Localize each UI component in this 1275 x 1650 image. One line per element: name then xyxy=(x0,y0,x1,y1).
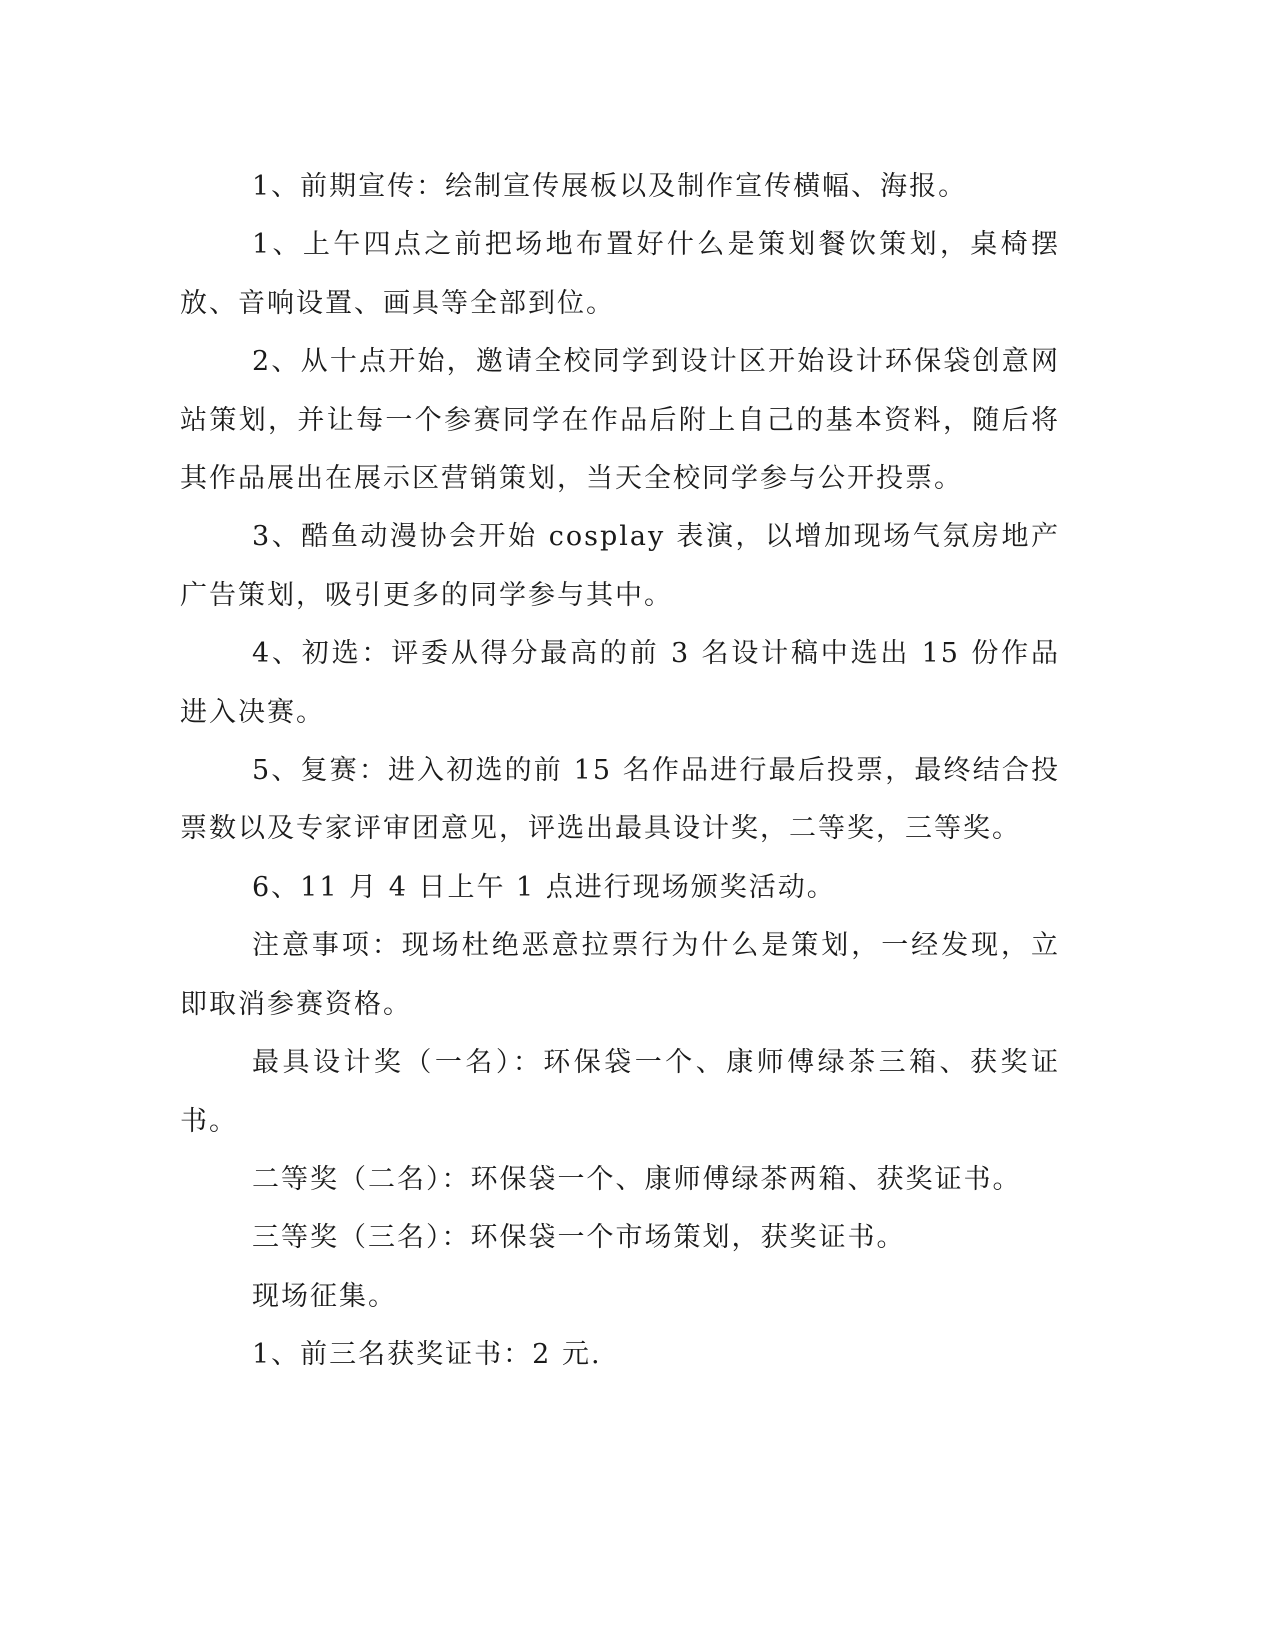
paragraph-design-session: 2、从十点开始，邀请全校同学到设计区开始设计环保袋创意网站策划，并让每一个参赛同学在作品后附上自己的基本资料，随后将其作品展出在展示区营销策划，当天全校同学参与公开投票。 xyxy=(180,346,1060,495)
paragraph-award-ceremony: 6、11 月 4 日上午 1 点进行现场颁奖活动。 xyxy=(252,871,836,903)
paragraph-second-prize: 二等奖（二名）：环保袋一个、康师傅绿茶两箱、获奖证书。 xyxy=(252,1163,1022,1195)
paragraph-notice: 注意事项：现场杜绝恶意拉票行为什么是策划，一经发现，立即取消参赛资格。 xyxy=(180,930,1060,1020)
paragraph-third-prize: 三等奖（三名）：环保袋一个市场策划，获奖证书。 xyxy=(252,1222,906,1254)
paragraph-best-design-prize: 最具设计奖（一名）：环保袋一个、康师傅绿茶三箱、获奖证书。 xyxy=(180,1047,1060,1137)
paragraph-onsite-collection: 现场征集。 xyxy=(252,1280,397,1312)
paragraph-final-round: 5、复赛：进入初选的前 15 名作品进行最后投票，最终结合投票数以及专家评审团意见，评选出最具设计奖，二等奖，三等奖。 xyxy=(180,755,1060,845)
paragraph-certificate-cost: 1、前三名获奖证书：2 元. xyxy=(252,1339,602,1371)
paragraph-preliminary: 4、初选：评委从得分最高的前 3 名设计稿中选出 15 份作品进入决赛。 xyxy=(180,638,1060,728)
document-body xyxy=(180,158,1060,1385)
paragraph-cosplay: 3、酷鱼动漫协会开始 cosplay 表演，以增加现场气氛房地产广告策划，吸引更多的同学参与其中。 xyxy=(180,521,1060,611)
paragraph-venue-setup: 1、上午四点之前把场地布置好什么是策划餐饮策划，桌椅摆放、音响设置、画具等全部到位。 xyxy=(180,229,1060,319)
paragraph-publicity: 1、前期宣传：绘制宣传展板以及制作宣传横幅、海报。 xyxy=(252,171,968,202)
